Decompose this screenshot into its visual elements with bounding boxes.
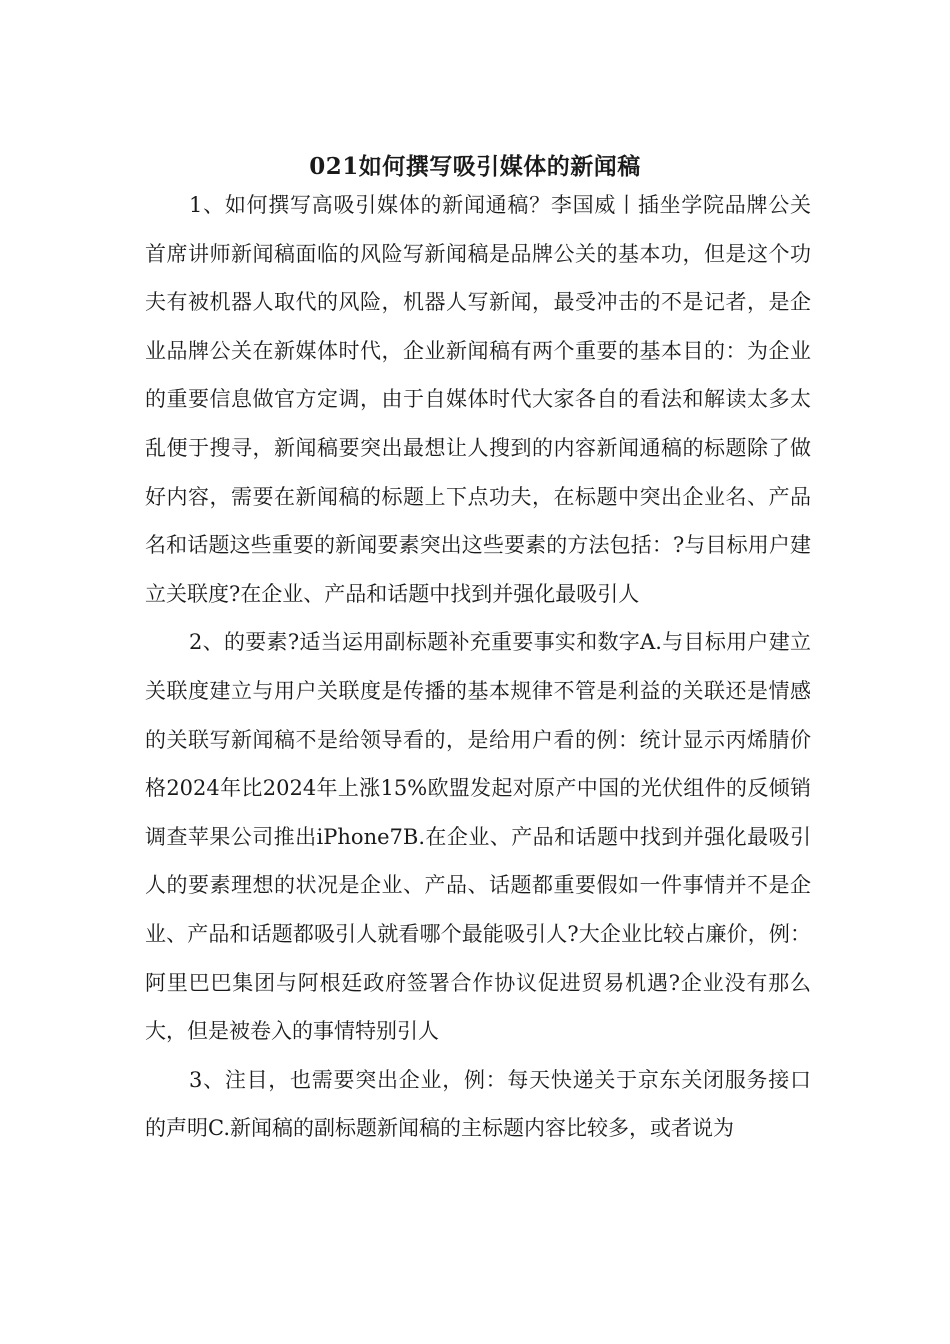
paragraph-1: 1、如何撰写高吸引媒体的新闻通稿？李国威丨插坐学院品牌公关首席讲师新闻稿面临的风险写新闻稿是品牌公关的基本功，但是这个功夫有被机器人取代的风险，机器人写新闻，最受冲击的不是记者，是企业品牌公关在新媒体时代，企业新闻稿有两个重要的基本目的：为企业的重要信息做官方定调，由于自媒体时代大家各自的看法和解读太多太乱便于搜寻，新闻稿要突出最想让人搜到的内容新闻通稿的标题除了做好内容，需要在新闻稿的标题上下点功夫，在标题中突出企业名、产品名和话题这些重要的新闻要素突出这些要素的方法包括：?与目标用户建立关联度?在企业、产品和话题中找到并强化最吸引人 [145,193,811,606]
paragraph-3: 3、注目，也需要突出企业，例：每天快递关于京东关闭服务接口的声明C.新闻稿的副标题新闻稿的主标题内容比较多，或者说为 [145,1067,811,1141]
page-title: 021如何撰写吸引媒体的新闻稿 [309,153,641,181]
document-body [145,181,811,1153]
paragraph-2: 2、的要素?适当运用副标题补充重要事实和数字A.与目标用户建立关联度建立与用户关联度是传播的基本规律不管是利益的关联还是情感的关联写新闻稿不是给领导看的，是给用户看的例：统计显示丙烯腈价格2024年比2024年上涨15%欧盟发起对原产中国的光伏组件的反倾销调查苹果公司推出iPhone7B.在企业、产品和话题中找到并强化最吸引人的要素理想的状况是企业、产品、话题都重要假如一件事情并不是企业、产品和话题都吸引人就看哪个最能吸引人?大企业比较占廉价，例：阿里巴巴集团与阿根廷政府签署合作协议促进贸易机遇?企业没有那么大，但是被卷入的事情特别引人 [145,630,811,1044]
